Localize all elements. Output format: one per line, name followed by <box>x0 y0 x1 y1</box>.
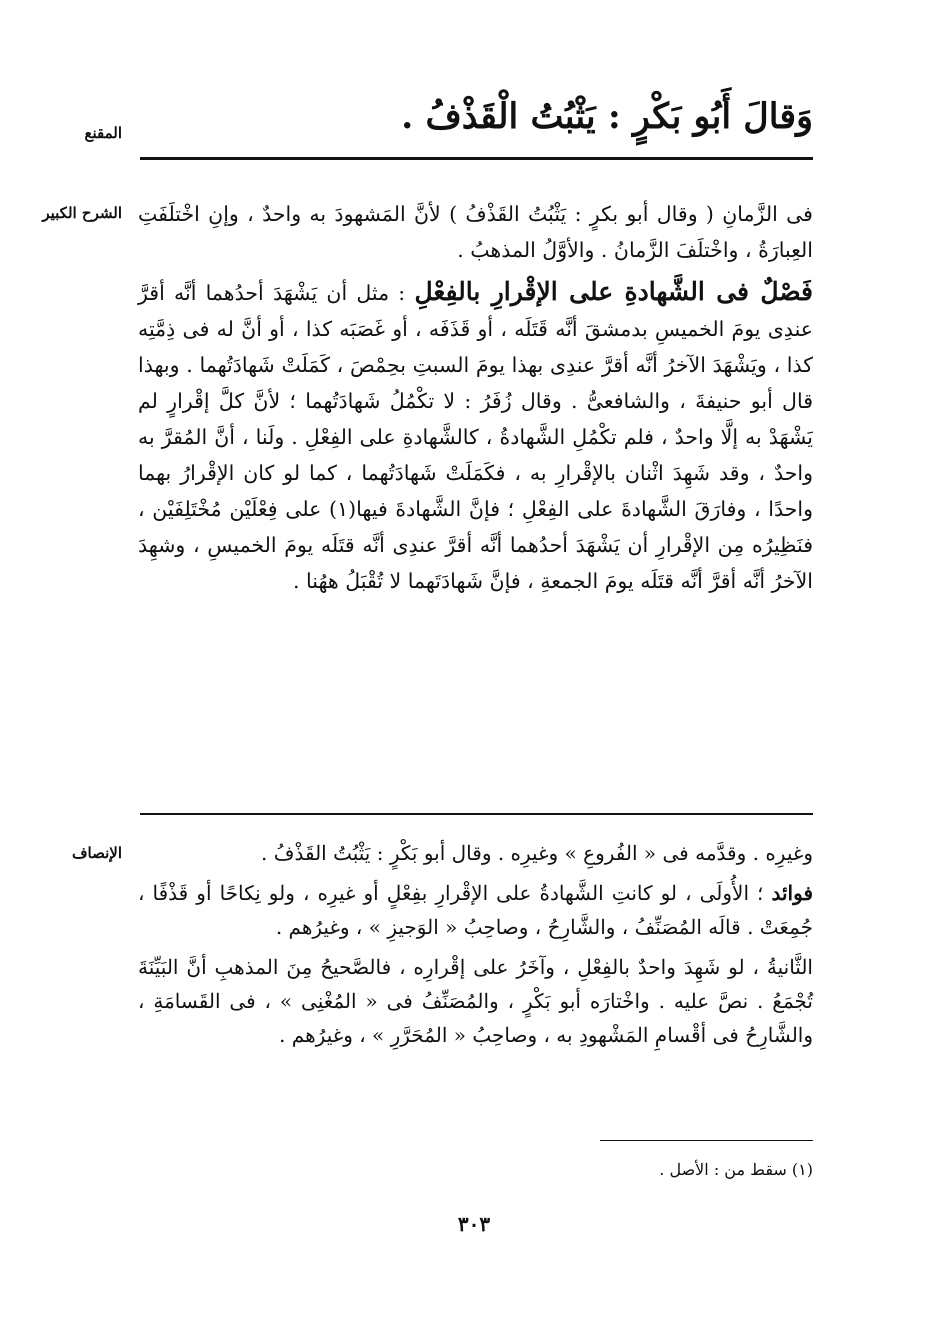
label-sharh-kabir: الشرح الكبير <box>42 204 122 222</box>
footnote-divider <box>600 1140 813 1141</box>
sharh-paragraph-2 <box>138 274 813 599</box>
page-number: ٣٠٣ <box>457 1212 491 1236</box>
label-muqni: المقنع <box>84 124 122 142</box>
fawaid-heading: فوائد <box>771 881 813 905</box>
insaf-paragraph-2-body: ؛ الأُولَى ، لو كانتِ الشَّهادةُ على الإقْرارِ بفِعْلٍ أو غيرِه ، ولو نِكاحًا أو قَذْفًا ، جُمِعَتْ . قالَه المُصَنِّفُ ، والشَّارِحُ ، وصاحِبُ « الوَجيزِ » ، وغيرُهم . <box>138 881 813 939</box>
sharh-paragraph-1: فى الزَّمانِ ( وقال أبو بكرٍ : يَثْبُتُ القَذْفُ ) لأنَّ المَشهودَ به واحدٌ ، وإنِ اخْتلَفَتِ العِبارَةُ ، واخْتلَفَ الزَّمانُ . والأوَّلُ المذهبُ . <box>138 202 813 262</box>
label-insaf: الإنصاف <box>71 844 122 862</box>
thin-divider <box>140 813 813 815</box>
sharh-paragraph-2-body: : مثل أن يَشْهَدَ أحدُهما أنَّه أقرَّ عندِى يومَ الخميسِ بدمشقَ أنَّه قَتَلَه ، أو قَذَفَه ، أو غَصَبَه كذا ، أو أنَّ له فى ذِمَّتِه كذا ، ويَشْهَدَ الآخرُ أنَّه أقرَّ عندِى بهذا يومَ السبتِ بحِمْصَ ، كَمَلَتْ شَهادَتُهما . وبهذا قال أبو حنيفةَ ، والشافعىُّ . وقال زُفَرُ : لا تكْمُلُ شَهادَتُهما ؛ لأنَّ كلَّ إقْرارٍ لم يَشْهَدْ به إلَّا واحدٌ ، فلم تكْمُلِ الشَّهادةُ ، كالشَّهادةِ على الفِعْلِ . ولَنا ، أنَّ المُقرَّ به واحدٌ ، وقد شَهِدَ اثْنان بالإقْرارِ به ، فكَمَلَتْ شَهادَتُهما ، كما لو كان الإقْرارُ بهما واحدًا ، وفارَقَ الشَّهادةَ على الفِعْلِ ؛ فإنَّ الشَّهادةَ فيها(١) على فِعْلَيْن مُخْتَلِفَيْن ، فنَظِيرُه مِن الإقْرارِ أن يَشْهَدَ أحدُهما أنَّه أقرَّ عندِى أنَّه قتَلَه يومَ الخميسِ ، وشهِدَ الآخرُ أنَّه أقرَّ أنَّه قتَلَه يومَ الجمعةِ ، فإنَّ شَهادَتَهما لا تُقْبَلُ ههُنا . <box>138 281 813 593</box>
insaf-section <box>138 836 813 1058</box>
sharh-section <box>138 196 813 599</box>
insaf-paragraph-3: الثَّانيةُ ، لو شَهِدَ واحدٌ بالفِعْلِ ، وآخَرُ على إقْرارِه ، فالصَّحيحُ مِنَ المذهبِ أنَّ البَيِّنَةَ تُجْمَعُ . نصَّ عليه . واخْتارَه أبو بَكْرٍ ، والمُصَنِّفُ فى « المُغْنِى » ، فى القَسامَةِ ، والشَّارِحُ فى أقْسامِ المَشْهودِ به ، وصاحِبُ « المُحَرَّرِ » ، وغيرُهم . <box>138 955 813 1047</box>
thick-divider <box>140 157 813 160</box>
footnote: (١) سقط من : الأصل . <box>659 1160 813 1179</box>
fasl-heading: فَصْلٌ فى الشَّهادةِ على الإقْرارِ بالفِعْلِ <box>414 277 813 306</box>
insaf-paragraph-1: وغيرِه . وقدَّمه فى « الفُروعِ » وغيرِه . وقال أبو بَكْرٍ : يَثْبُتُ القَذْفُ . <box>261 841 813 865</box>
matn-text: وَقالَ أَبُو بَكْرٍ : يَثْبُتُ الْقَذْفُ . <box>401 96 813 137</box>
insaf-paragraph-2 <box>138 876 813 944</box>
